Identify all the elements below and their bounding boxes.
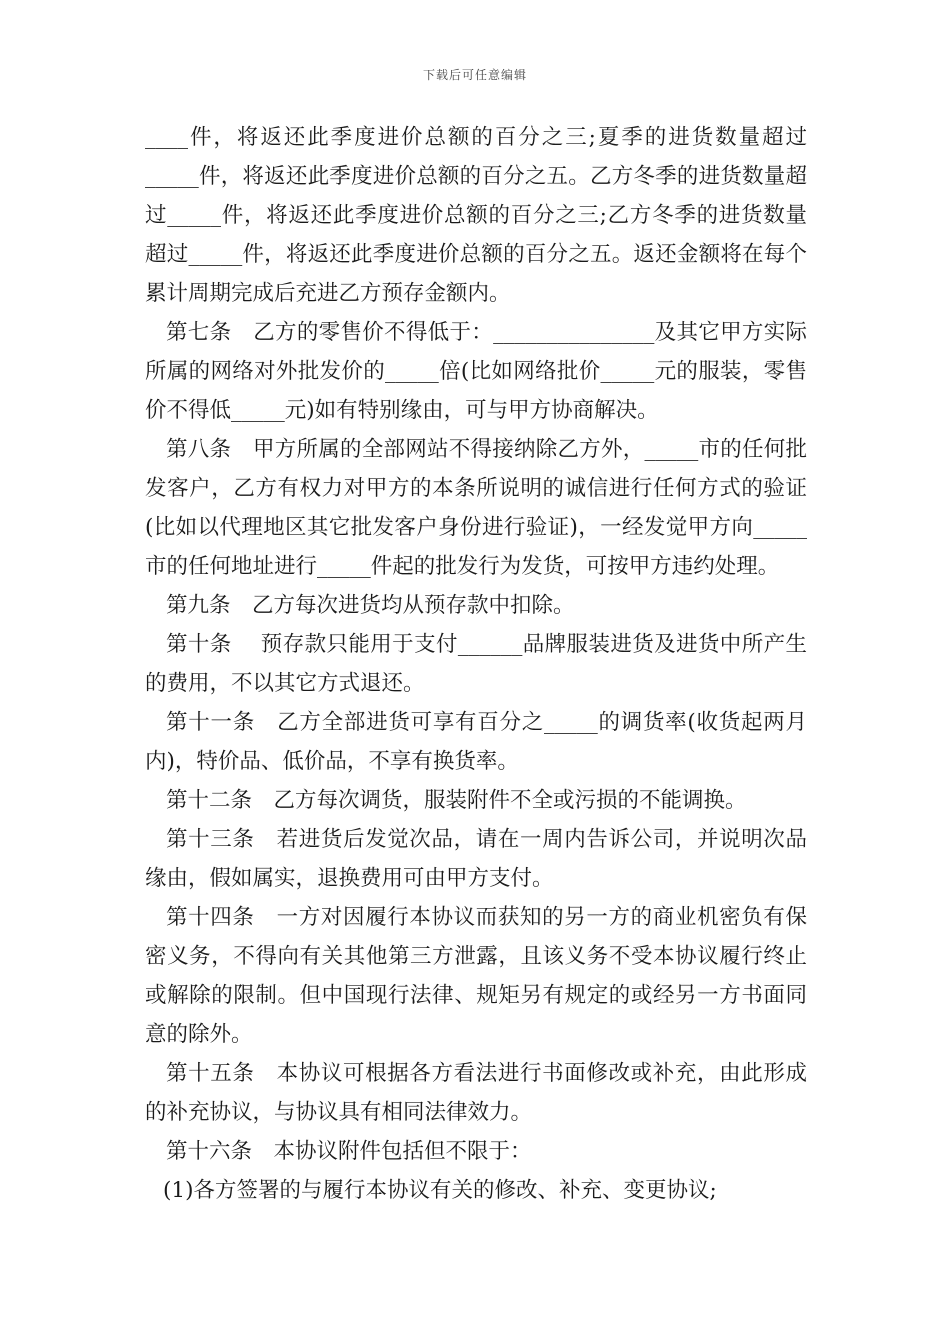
document-body — [145, 118, 807, 1210]
article-9: 第九条 乙方每次进货均从预存款中扣除。 — [166, 593, 575, 618]
page-header: 下载后可任意编辑 — [422, 68, 527, 82]
article-11: 第十一条 乙方全部进货可享有百分之_____的调货率(收货起两月内)，特价品、低价品，不享有换货率。 — [145, 710, 807, 774]
article-16: 第十六条 本协议附件包括但不限于： — [166, 1139, 532, 1164]
article-15: 第十五条 本协议可根据各方看法进行书面修改或补充，由此形成的补充协议，与协议具有相同法律效力。 — [145, 1061, 807, 1125]
article-10: 第十条 预存款只能用于支付______品牌服装进货及进货中所产生的费用，不以其它方式退还。 — [145, 632, 807, 696]
paragraph-continuation: ____件，将返还此季度进价总额的百分之三;夏季的进货数量超过_____件，将返还此季度进价总额的百分之五。乙方冬季的进货数量超过_____件，将返还此季度进价总额的百分之三;乙方冬季的进货数量超过_____件，将返还此季度进价总额的百分之五。返还金额将在每个累计周期完成后充进乙方预存金额内。 — [145, 125, 807, 306]
article-12: 第十二条 乙方每次调货，服装附件不全或污损的不能调换。 — [166, 788, 747, 813]
article-14: 第十四条 一方对因履行本协议而获知的另一方的商业机密负有保密义务，不得向有关其他第三方泄露，且该义务不受本协议履行终止或解除的限制。但中国现行法律、规矩另有规定的或经另一方书面同意的除外。 — [145, 905, 807, 1047]
article-7: 第七条 乙方的零售价不得低于：_______________及其它甲方实际所属的网络对外批发价的_____倍(比如网络批价_____元的服装，零售价不得低_____元)如有特别缘由，可与甲方协商解决。 — [145, 320, 807, 423]
article-13: 第十三条 若进货后发觉次品，请在一周内告诉公司，并说明次品缘由，假如属实，退换费用可由甲方支付。 — [145, 827, 807, 891]
appendix-item-1: (1)各方签署的与履行本协议有关的修改、补充、变更协议; — [163, 1178, 717, 1203]
article-8: 第八条 甲方所属的全部网站不得接纳除乙方外，_____市的任何批发客户，乙方有权力对甲方的本条所说明的诚信进行任何方式的验证(比如以代理地区其它批发客户身份进行验证)，一经发觉甲方向_____市的任何地址进行_____件起的批发行为发货，可按甲方违约处理。 — [145, 437, 807, 579]
